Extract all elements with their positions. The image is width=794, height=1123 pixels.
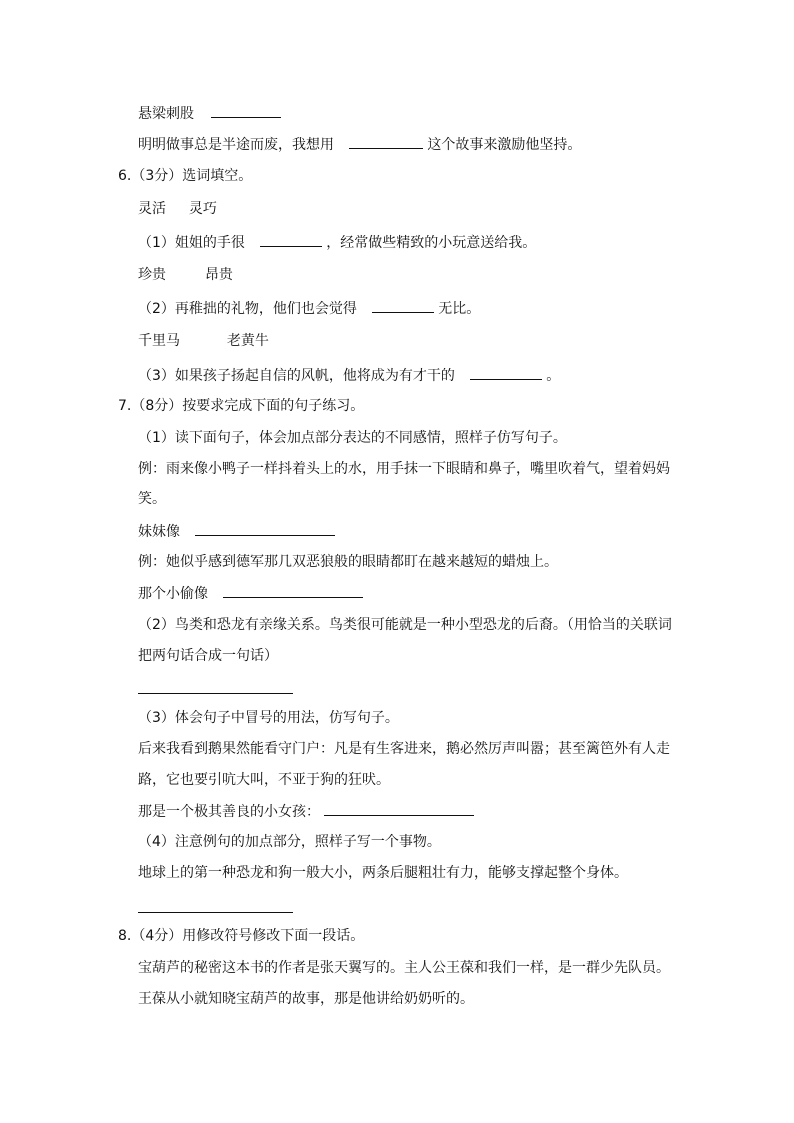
sentence-before: （1）姐姐的手很 (138, 235, 245, 251)
sentence-before: （3）如果孩子扬起自信的风帆，他将成为有才干的 (138, 368, 455, 384)
word-option: 千里马 (138, 333, 180, 349)
q7-fill-2 (138, 583, 363, 604)
q7-fill-1 (138, 521, 335, 542)
q7-example-1-line1: 例：雨来像小鸭子一样抖着头上的水，用手抹一下眼睛和鼻子，嘴里吹着气，望着妈妈 (138, 461, 670, 477)
fill-prompt: 那是一个极其善良的小女孩： (138, 804, 320, 820)
sentence-after: 这个故事来激励他坚持。 (427, 137, 582, 153)
answer-blank[interactable] (372, 298, 434, 313)
answer-line[interactable] (138, 912, 293, 913)
question-6-header: 6.（3分）选词填空。 (118, 168, 253, 184)
sentence-after: ，经常做些精致的小玩意送给我。 (326, 235, 537, 251)
answer-blank[interactable] (324, 801, 474, 816)
sentence-after: 无比。 (438, 301, 481, 317)
fill-prompt: 那个小偷像 (138, 586, 208, 602)
word-option: 灵巧 (188, 201, 217, 217)
sentence-before: 明明做事总是半途而废，我想用 (138, 137, 334, 153)
question-8-header: 8.（4分）用修改符号修改下面一段话。 (118, 928, 365, 944)
word-pair-3 (138, 331, 269, 351)
q7-part3-example-line1: 后来我看到鹅果然能看守门户：凡是有生客进来，鹅必然厉声叫嚣；甚至篱笆外有人走 (138, 741, 670, 757)
idiom-row (138, 103, 281, 124)
q5-sentence (138, 134, 581, 155)
q7-part3-example-line2: 路，它也要引吭大叫，不亚于狗的狂吠。 (138, 772, 390, 788)
answer-blank[interactable] (195, 521, 335, 536)
sentence-after: 。 (546, 368, 561, 384)
fill-prompt: 妹妹像 (138, 524, 180, 540)
question-7-header: 7.（8分）按要求完成下面的句子练习。 (118, 398, 365, 414)
word-option: 老黄牛 (226, 333, 269, 349)
answer-blank[interactable] (223, 583, 363, 598)
q7-part2-line1: （2）鸟类和恐龙有亲缘关系。鸟类很可能就是一种小型恐龙的后裔。（用恰当的关联词 (138, 617, 672, 633)
answer-line[interactable] (138, 693, 293, 694)
sentence-before: （2）再稚拙的礼物，他们也会觉得 (138, 301, 357, 317)
answer-blank[interactable] (211, 103, 281, 118)
answer-blank[interactable] (260, 232, 322, 247)
word-option: 灵活 (138, 201, 166, 217)
word-pair-2 (138, 265, 233, 285)
word-option: 珍贵 (138, 267, 166, 283)
q8-paragraph-line2: 王葆从小就知晓宝葫芦的故事，那是他讲给奶奶听的。 (138, 991, 474, 1007)
q7-fill-3 (138, 801, 474, 822)
idiom-text: 悬梁刺股 (138, 106, 194, 122)
q7-part3-instruction: （3）体会句子中冒号的用法，仿写句子。 (138, 710, 399, 726)
q6-sentence-1 (138, 232, 536, 253)
q7-part2-line2: 把两句话合成一句话） (138, 648, 278, 664)
word-pair-1 (138, 199, 217, 219)
q7-example-1-line2: 笑。 (138, 491, 166, 507)
q7-part4-example: 地球上的第一种恐龙和狗一般大小，两条后腿粗壮有力，能够支撑起整个身体。 (138, 865, 628, 881)
q7-part4-instruction: （4）注意例句的加点部分，照样子写一个事物。 (138, 834, 441, 850)
q6-sentence-2 (138, 298, 480, 319)
q6-sentence-3 (138, 365, 560, 386)
q7-example-2: 例：她似乎感到德军那几双恶狼般的眼睛都盯在越来越短的蜡烛上。 (138, 554, 558, 570)
answer-blank[interactable] (349, 134, 423, 149)
word-option: 昂贵 (204, 267, 233, 283)
q7-part1-instruction: （1）读下面句子，体会加点部分表达的不同感情，照样子仿写句子。 (138, 430, 567, 446)
answer-blank[interactable] (470, 365, 542, 380)
q8-paragraph-line1: 宝葫芦的秘密这本书的作者是张天翼写的。主人公王葆和我们一样，是一群少先队员。 (138, 960, 670, 976)
